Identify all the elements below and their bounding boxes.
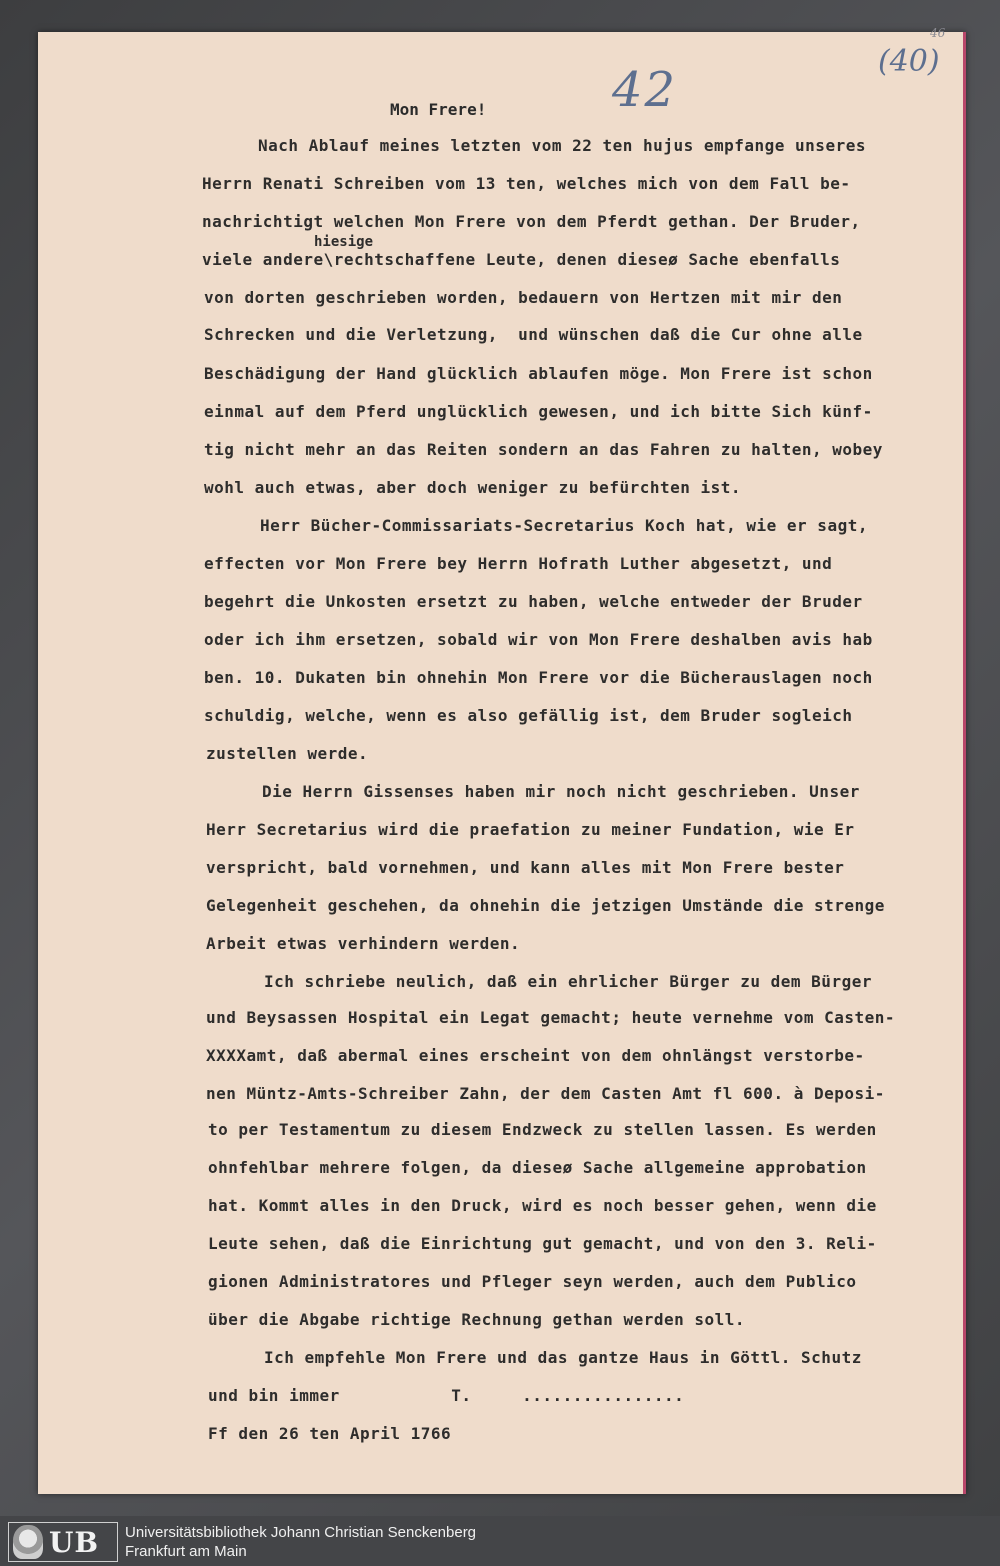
letter-line: Beschädigung der Hand glücklich ablaufen möge. Mon Frere ist schon (204, 364, 873, 383)
letter-line: oder ich ihm ersetzen, sobald wir von Mon Frere deshalben avis hab (204, 630, 873, 649)
letter-line: Die Herrn Gissenses haben mir noch nicht geschrieben. Unser (262, 782, 860, 801)
letter-line: Herr Bücher-Commissariats-Secretarius Koch hat, wie er sagt, (260, 516, 868, 535)
institution-name: Universitätsbibliothek Johann Christian Senckenberg (125, 1524, 477, 1541)
letter-line: Nach Ablauf meines letzten vom 22 ten hujus empfange unseres (258, 136, 866, 155)
letter-line: Schrecken und die Verletzung, und wünschen daß die Cur ohne alle (204, 325, 863, 344)
letter-line: von dorten geschrieben worden, bedauern von Hertzen mit mir den (204, 288, 843, 307)
letter-line: Ich schriebe neulich, daß ein ehrlicher Bürger zu dem Bürger (264, 972, 872, 991)
footer-bar (0, 1516, 1000, 1566)
institution-city: Frankfurt am Main (125, 1543, 247, 1560)
letter-line: einmal auf dem Pferd unglücklich gewesen, und ich bitte Sich künf- (204, 402, 873, 421)
letter-line: tig nicht mehr an das Reiten sondern an das Fahren zu halten, wobey (204, 440, 883, 459)
letter-line: gionen Administratores und Pfleger seyn werden, auch dem Publico (208, 1272, 857, 1291)
folio-number-annotation: 42 (612, 62, 678, 118)
letter-line: Ich empfehle Mon Frere und das gantze Haus in Göttl. Schutz (264, 1348, 862, 1367)
logo-text: UB (49, 1525, 100, 1559)
letter-line: Arbeit etwas verhindern werden. (206, 934, 521, 953)
letter-line: ben. 10. Dukaten bin ohnehin Mon Frere vor die Bücherauslagen noch (204, 668, 873, 687)
letter-line: Leute sehen, daß die Einrichtung gut gemacht, und von den 3. Reli- (208, 1234, 877, 1253)
letter-line: effecten vor Mon Frere bey Herrn Hofrath Luther abgesetzt, und (204, 554, 833, 573)
letter-line: ohnfehlbar mehrere folgen, da dieseø Sache allgemeine approbation (208, 1158, 867, 1177)
small-number-annotation: 46 (930, 26, 946, 40)
letter-line: wohl auch etwas, aber doch weniger zu befürchten ist. (204, 478, 742, 497)
letter-line: XXXXamt, daß abermal eines erscheint von dem ohnlängst verstorbe- (206, 1046, 865, 1065)
letter-line: nen Müntz-Amts-Schreiber Zahn, der dem Casten Amt fl 600. à Deposi- (206, 1084, 885, 1103)
letter-line: Herrn Renati Schreiben vom 13 ten, welches mich von dem Fall be- (202, 174, 851, 193)
letter-line: über die Abgabe richtige Rechnung gethan werden soll. (208, 1310, 746, 1329)
letter-line: nachrichtigt welchen Mon Frere von dem Pferdt gethan. Der Bruder, (202, 212, 861, 231)
letter-line: schuldig, welche, wenn es also gefällig ist, dem Bruder sogleich (204, 706, 853, 725)
portrait-icon (13, 1525, 43, 1559)
letter-line: und Beysassen Hospital ein Legat gemacht; heute vernehme vom Casten- (206, 1008, 896, 1027)
interlinear-insert: hiesige (314, 234, 374, 250)
bracket-number-annotation: (40) (878, 44, 940, 79)
letter-line: viele andere\rechtschaffene Leute, denen dieseø Sache ebenfalls (202, 250, 841, 269)
letter-line: begehrt die Unkosten ersetzt zu haben, welche entweder der Bruder (204, 592, 863, 611)
letter-line: Ff den 26 ten April 1766 (208, 1424, 452, 1443)
letter-line: hat. Kommt alles in den Druck, wird es noch besser gehen, wenn die (208, 1196, 877, 1215)
letter-line: zustellen werde. (206, 744, 369, 763)
letter-line: und bin immer T. ................ (208, 1386, 685, 1405)
letter-line: Herr Secretarius wird die praefation zu meiner Fundation, wie Er (206, 820, 855, 839)
library-logo[interactable] (8, 1522, 118, 1562)
letter-line: Gelegenheit geschehen, da ohnehin die jetzigen Umstände die strenge (206, 896, 885, 915)
letter-salutation: Mon Frere! (390, 100, 487, 119)
letter-line: to per Testamentum zu diesem Endzweck zu stellen lassen. Es werden (208, 1120, 877, 1139)
letter-line: verspricht, bald vornehmen, und kann alles mit Mon Frere bester (206, 858, 845, 877)
